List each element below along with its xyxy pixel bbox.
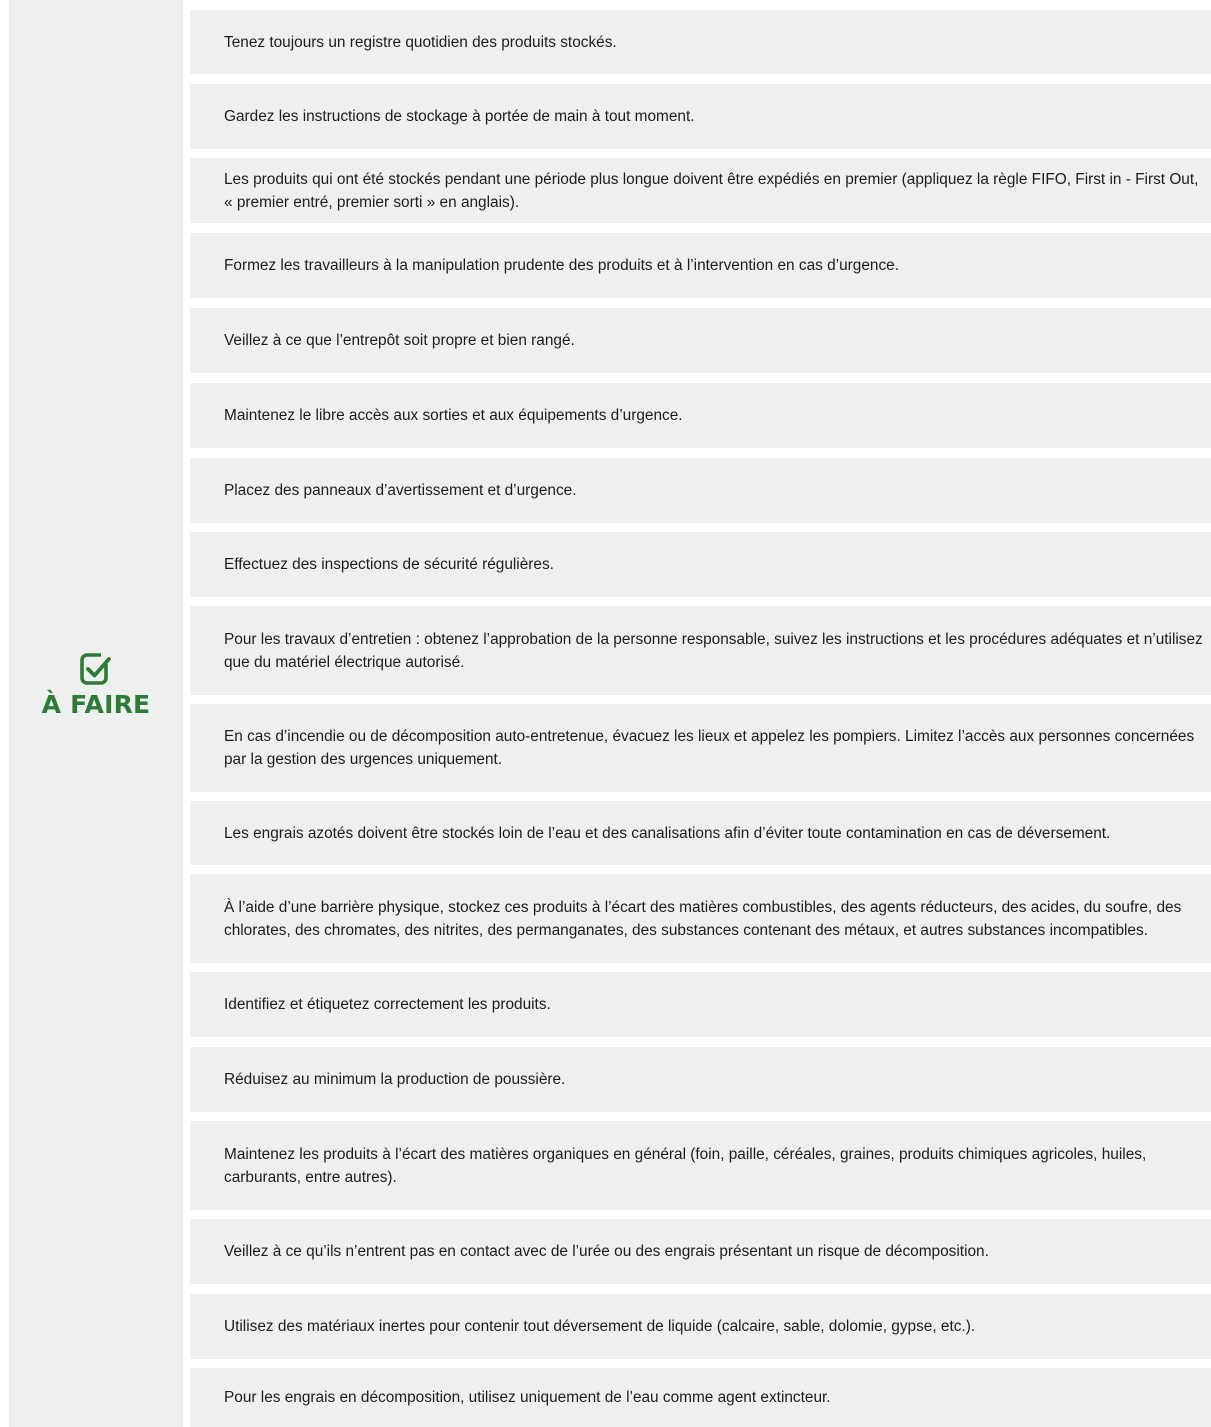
list-item — [190, 874, 1211, 963]
side-header — [9, 652, 183, 719]
list-item — [190, 1047, 1211, 1112]
checkbox-check-icon — [79, 652, 113, 686]
list-item — [190, 1368, 1211, 1427]
list-item-text: Réduisez au minimum la production de poussière. — [224, 1071, 566, 1088]
list-item — [190, 1294, 1211, 1359]
list-item — [190, 801, 1211, 865]
list-item-text: Pour les engrais en décomposition, utilisez uniquement de l’eau comme agent extincteur. — [224, 1389, 831, 1406]
list-item-text: Placez des panneaux d’avertissement et d’urgence. — [224, 482, 577, 499]
list-item-text: Pour les travaux d’entretien : obtenez l’approbation de la personne responsable, suivez les instructions et les procédures adéquates et n’utilisez que du matériel électrique autorisé. — [224, 630, 1203, 671]
list-item — [190, 84, 1211, 149]
list-item-text: Veillez à ce que l’entrepôt soit propre et bien rangé. — [224, 332, 575, 349]
list-item-text: Effectuez des inspections de sécurité régulières. — [224, 556, 554, 573]
list-item — [190, 458, 1211, 523]
list-item — [190, 10, 1211, 74]
list-item-text: Formez les travailleurs à la manipulation prudente des produits et à l’intervention en cas d’urgence. — [224, 257, 899, 274]
list-item — [190, 233, 1211, 298]
list-item-text: En cas d’incendie ou de décomposition auto-entretenue, évacuez les lieux et appelez les pompiers. Limitez l’accès aux personnes concernées par la gestion des urgences uniquement. — [224, 728, 1195, 768]
list-item — [190, 606, 1211, 695]
side-panel — [9, 0, 183, 1427]
list-item-text: À l’aide d’une barrière physique, stockez ces produits à l’écart des matières combustibles, des agents réducteurs, des acides, du soufre, des chlorates, des chromates, des nitrites, des permanganates, des substances contenant des métaux, et autres substances incompatibles. — [224, 898, 1182, 939]
list-item-text: Maintenez les produits à l’écart des matières organiques en général (foin, paille, céréales, graines, produits chimiques agricoles, huiles, carburants, entre autres). — [224, 1145, 1147, 1186]
list-item-text: Tenez toujours un registre quotidien des produits stockés. — [224, 33, 617, 51]
side-title: À FAIRE — [41, 690, 151, 719]
list-item-text: Les engrais azotés doivent être stockés loin de l’eau et des canalisations afin d’éviter toute contamination en cas de déversement. — [224, 824, 1111, 842]
list-item — [190, 532, 1211, 597]
list-item — [190, 704, 1211, 792]
list-item-text: Les produits qui ont été stockés pendant une période plus longue doivent être expédiés en premier (appliquez la règle FIFO, First in - First Out, « premier entré, premier sorti » en anglais). — [224, 170, 1199, 211]
list-item — [190, 1121, 1211, 1210]
list-item-text: Veillez à ce qu’ils n’entrent pas en contact avec de l’urée ou des engrais présentant un risque de décomposition. — [224, 1243, 989, 1260]
list-item — [190, 972, 1211, 1037]
guidelines-list — [190, 0, 1211, 1427]
list-item-text: Gardez les instructions de stockage à portée de main à tout moment. — [224, 108, 695, 125]
list-item — [190, 1219, 1211, 1284]
list-item-text: Identifiez et étiquetez correctement les produits. — [224, 996, 551, 1013]
list-item-text: Maintenez le libre accès aux sorties et aux équipements d’urgence. — [224, 407, 683, 424]
list-item — [190, 158, 1211, 223]
list-item-text: Utilisez des matériaux inertes pour contenir tout déversement de liquide (calcaire, sable, dolomie, gypse, etc.). — [224, 1318, 976, 1335]
list-item — [190, 383, 1211, 448]
list-item — [190, 308, 1211, 373]
